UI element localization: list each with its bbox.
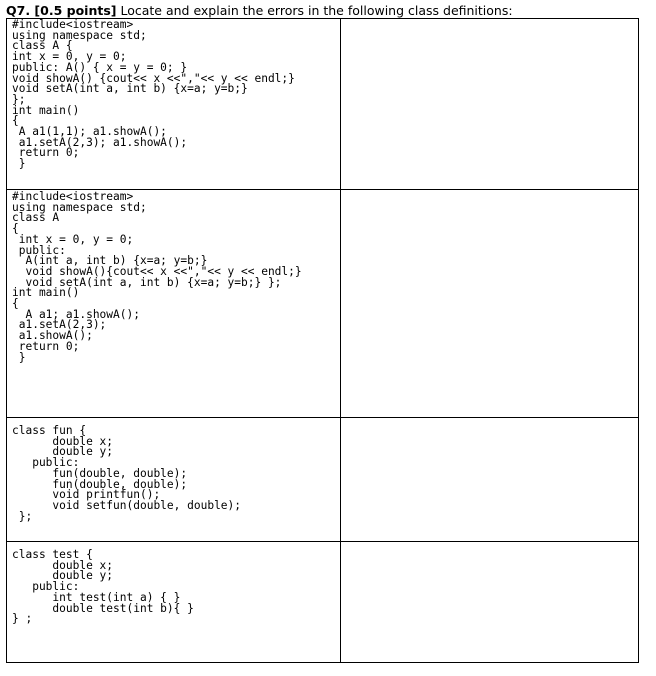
code-cell	[7, 418, 341, 542]
code-cell	[7, 190, 341, 418]
code-snippet: #include<iostream> using namespace std; class A { int x = 0, y = 0; public: A() { x = y = 0; } void showA() {cout<< x <<","<< y << endl;} void setA(int a, int b) {x=a; y=b;} }; int main() { A a1(1,1); a1.showA(); a1.setA(2,3); a1.showA(); return 0; }	[12, 19, 295, 170]
code-cell	[7, 19, 341, 190]
table-row	[7, 19, 639, 190]
table-row	[7, 418, 639, 542]
question-label: Q7. [0.5 points]	[6, 3, 117, 18]
table-row	[7, 190, 639, 418]
answer-cell[interactable]	[341, 418, 639, 542]
answer-cell[interactable]	[341, 190, 639, 418]
answer-cell[interactable]	[341, 542, 639, 663]
question-heading	[6, 3, 513, 18]
code-snippet: class test { double x; double y; public: int test(int a) { } double test(int b){ } } ;	[12, 548, 194, 625]
table-row	[7, 542, 639, 663]
question-text: Locate and explain the errors in the following class definitions:	[116, 3, 513, 18]
code-snippet: #include<iostream> using namespace std; class A { int x = 0, y = 0; public: A(int a, int b) {x=a; y=b;} void showA(){cout<< x <<","<< y << endl;} void setA(int a, int b) {x=a; y=b;} }; int main() { A a1; a1.showA(); a1.setA(2,3); a1.showA(); return 0; }	[12, 190, 302, 364]
code-snippet: class fun { double x; double y; public: fun(double, double); fun(double, double); void printfun(); void setfun(double, double); };	[12, 424, 242, 523]
code-cell	[7, 542, 341, 663]
question-table	[6, 18, 639, 663]
answer-cell[interactable]	[341, 19, 639, 190]
